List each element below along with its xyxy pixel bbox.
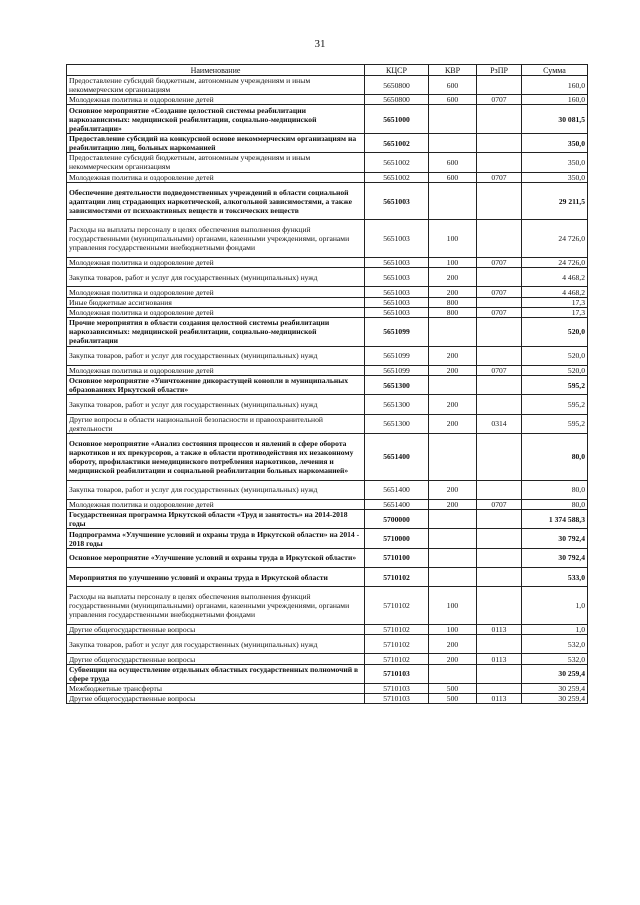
table-row xyxy=(67,568,588,587)
cell-sum: 30 259,4 xyxy=(522,664,588,683)
cell-rzpr xyxy=(477,664,522,683)
cell-sum: 160,0 xyxy=(522,76,588,95)
table-row xyxy=(67,510,588,529)
cell-rzpr: 0707 xyxy=(477,287,522,297)
header-rzpr: РзПР xyxy=(477,65,522,76)
cell-sum: 160,0 xyxy=(522,95,588,105)
cell-kvr: 100 xyxy=(429,587,477,625)
table-row xyxy=(67,635,588,654)
cell-kcsr: 5710102 xyxy=(365,587,429,625)
cell-kcsr: 5700000 xyxy=(365,510,429,529)
cell-kvr: 200 xyxy=(429,268,477,287)
table-row xyxy=(67,499,588,509)
cell-kvr: 200 xyxy=(429,654,477,664)
cell-kcsr: 5651003 xyxy=(365,220,429,258)
cell-kvr: 600 xyxy=(429,95,477,105)
table-row xyxy=(67,257,588,267)
table-row xyxy=(67,664,588,683)
cell-name: Закупка товаров, работ и услуг для государственных (муниципальных) нужд xyxy=(67,346,365,365)
cell-rzpr xyxy=(477,268,522,287)
cell-kvr xyxy=(429,568,477,587)
cell-kvr: 600 xyxy=(429,172,477,182)
cell-kvr: 200 xyxy=(429,499,477,509)
cell-kvr xyxy=(429,133,477,152)
cell-name: Молодежная политика и оздоровление детей xyxy=(67,257,365,267)
cell-sum: 595,2 xyxy=(522,375,588,394)
cell-rzpr xyxy=(477,133,522,152)
cell-sum: 29 211,5 xyxy=(522,182,588,220)
table-row xyxy=(67,182,588,220)
cell-kvr xyxy=(429,182,477,220)
cell-name: Молодежная политика и оздоровление детей xyxy=(67,287,365,297)
cell-kvr xyxy=(429,318,477,347)
table-row xyxy=(67,624,588,634)
cell-kvr: 500 xyxy=(429,683,477,693)
table-row xyxy=(67,395,588,414)
cell-name: Подпрограмма «Улучшение условий и охраны труда в Иркутской области» на 2014 - 2018 годы xyxy=(67,529,365,548)
cell-name: Обеспечение деятельности подведомственных учреждений в области социальной адаптации лиц страдающих наркотической, алкогольной зависимостями, а также зависимостями от психоактивных веществ и токсических веществ xyxy=(67,182,365,220)
cell-rzpr xyxy=(477,105,522,134)
cell-kvr xyxy=(429,529,477,548)
cell-name: Предоставление субсидий бюджетным, автономным учреждениям и иным некоммерческим организациям xyxy=(67,153,365,172)
cell-kcsr: 5710102 xyxy=(365,635,429,654)
cell-rzpr xyxy=(477,395,522,414)
table-row xyxy=(67,414,588,433)
cell-rzpr xyxy=(477,635,522,654)
cell-name: Закупка товаров, работ и услуг для государственных (муниципальных) нужд xyxy=(67,635,365,654)
table-row xyxy=(67,375,588,394)
cell-kcsr: 5651300 xyxy=(365,414,429,433)
cell-kvr: 200 xyxy=(429,287,477,297)
cell-rzpr: 0707 xyxy=(477,172,522,182)
cell-kcsr: 5651003 xyxy=(365,307,429,317)
header-name: Наименование xyxy=(67,65,365,76)
table-row xyxy=(67,76,588,95)
table-row xyxy=(67,346,588,365)
cell-kvr: 200 xyxy=(429,480,477,499)
cell-name: Мероприятия по улучшению условий и охраны труда в Иркутской области xyxy=(67,568,365,587)
cell-kcsr: 5650800 xyxy=(365,95,429,105)
cell-kcsr: 5651003 xyxy=(365,287,429,297)
cell-name: Молодежная политика и оздоровление детей xyxy=(67,307,365,317)
cell-name: Расходы на выплаты персоналу в целях обеспечения выполнения функций государственными (муниципальными) органами, казенными учреждениями, органами управления государственными внебюджетными фондами xyxy=(67,587,365,625)
table-row xyxy=(67,287,588,297)
cell-name: Основное мероприятие «Анализ состояния процессов и явлений в сфере оборота наркотиков и их прекурсоров, а также в области противодействия их незаконному обороту, профилактики немедицинского потребления наркотиков, лечения и медицинской реабилитации и социальной реабилитации больных наркоманией» xyxy=(67,433,365,480)
cell-sum: 17,3 xyxy=(522,297,588,307)
cell-sum: 4 468,2 xyxy=(522,287,588,297)
cell-name: Другие вопросы в области национальной безопасности и правоохранительной деятельности xyxy=(67,414,365,433)
cell-sum: 24 726,0 xyxy=(522,220,588,258)
cell-kvr: 800 xyxy=(429,307,477,317)
cell-sum: 1,0 xyxy=(522,587,588,625)
cell-sum: 350,0 xyxy=(522,172,588,182)
cell-name: Закупка товаров, работ и услуг для государственных (муниципальных) нужд xyxy=(67,480,365,499)
cell-kcsr: 5710103 xyxy=(365,694,429,704)
cell-sum: 533,0 xyxy=(522,568,588,587)
cell-rzpr xyxy=(477,683,522,693)
cell-kcsr: 5651002 xyxy=(365,172,429,182)
cell-kcsr: 5651002 xyxy=(365,133,429,152)
cell-kcsr: 5651099 xyxy=(365,365,429,375)
cell-kcsr: 5651400 xyxy=(365,499,429,509)
cell-sum: 1,0 xyxy=(522,624,588,634)
cell-kcsr: 5710102 xyxy=(365,654,429,664)
cell-kvr: 600 xyxy=(429,153,477,172)
table-body xyxy=(67,76,588,704)
table-row xyxy=(67,548,588,567)
cell-name: Предоставление субсидий на конкурсной основе некоммерческим организациям на реабилитацию лиц, больных наркоманией xyxy=(67,133,365,152)
table-row xyxy=(67,529,588,548)
cell-kvr: 200 xyxy=(429,346,477,365)
cell-kcsr: 5651400 xyxy=(365,433,429,480)
cell-kcsr: 5651003 xyxy=(365,257,429,267)
cell-kcsr: 5710100 xyxy=(365,548,429,567)
cell-sum: 595,2 xyxy=(522,414,588,433)
cell-sum: 1 374 588,3 xyxy=(522,510,588,529)
table-header-row xyxy=(67,65,588,76)
cell-sum: 532,0 xyxy=(522,635,588,654)
cell-name: Основное мероприятие «Улучшение условий и охраны труда в Иркутской области» xyxy=(67,548,365,567)
table-row xyxy=(67,654,588,664)
cell-name: Молодежная политика и оздоровление детей xyxy=(67,499,365,509)
budget-table xyxy=(66,64,588,704)
cell-rzpr xyxy=(477,297,522,307)
cell-sum: 17,3 xyxy=(522,307,588,317)
cell-kvr: 100 xyxy=(429,624,477,634)
cell-kvr: 100 xyxy=(429,257,477,267)
cell-sum: 80,0 xyxy=(522,499,588,509)
cell-rzpr xyxy=(477,433,522,480)
table-row xyxy=(67,480,588,499)
cell-name: Другие общегосударственные вопросы xyxy=(67,694,365,704)
table-row xyxy=(67,153,588,172)
cell-rzpr xyxy=(477,480,522,499)
cell-kcsr: 5651300 xyxy=(365,395,429,414)
cell-kcsr: 5651000 xyxy=(365,105,429,134)
cell-sum: 80,0 xyxy=(522,433,588,480)
table-row xyxy=(67,297,588,307)
cell-rzpr xyxy=(477,220,522,258)
cell-sum: 30 259,4 xyxy=(522,683,588,693)
cell-name: Государственная программа Иркутской области «Труд и занятость» на 2014-2018 годы xyxy=(67,510,365,529)
header-kcsr: КЦСР xyxy=(365,65,429,76)
cell-kcsr: 5651002 xyxy=(365,153,429,172)
table-row xyxy=(67,172,588,182)
cell-kvr: 600 xyxy=(429,76,477,95)
cell-sum: 30 259,4 xyxy=(522,694,588,704)
cell-sum: 80,0 xyxy=(522,480,588,499)
table-row xyxy=(67,365,588,375)
table-row xyxy=(67,587,588,625)
cell-kvr xyxy=(429,433,477,480)
cell-sum: 350,0 xyxy=(522,153,588,172)
cell-kvr xyxy=(429,664,477,683)
table-row xyxy=(67,220,588,258)
cell-kcsr: 5651300 xyxy=(365,375,429,394)
cell-kvr: 200 xyxy=(429,395,477,414)
header-kvr: КВР xyxy=(429,65,477,76)
cell-rzpr: 0707 xyxy=(477,95,522,105)
cell-kvr xyxy=(429,375,477,394)
cell-kvr: 100 xyxy=(429,220,477,258)
cell-rzpr xyxy=(477,182,522,220)
cell-kvr: 200 xyxy=(429,365,477,375)
cell-name: Основное мероприятие «Создание целостной системы реабилитации наркозависимых: медицинской реабилитации, социально-медицинской реабилитации» xyxy=(67,105,365,134)
table-row xyxy=(67,268,588,287)
cell-name: Молодежная политика и оздоровление детей xyxy=(67,172,365,182)
cell-kcsr: 5651099 xyxy=(365,346,429,365)
cell-rzpr xyxy=(477,568,522,587)
cell-name: Молодежная политика и оздоровление детей xyxy=(67,365,365,375)
cell-name: Субвенции на осуществление отдельных областных государственных полномочий в сфере труда xyxy=(67,664,365,683)
cell-rzpr xyxy=(477,346,522,365)
cell-name: Предоставление субсидий бюджетным, автономным учреждениям и иным некоммерческим организациям xyxy=(67,76,365,95)
table-row xyxy=(67,433,588,480)
cell-kcsr: 5651003 xyxy=(365,297,429,307)
cell-sum: 595,2 xyxy=(522,395,588,414)
cell-rzpr xyxy=(477,529,522,548)
cell-rzpr: 0113 xyxy=(477,654,522,664)
table-row xyxy=(67,683,588,693)
cell-name: Межбюджетные трансферты xyxy=(67,683,365,693)
cell-name: Другие общегосударственные вопросы xyxy=(67,654,365,664)
header-sum: Сумма xyxy=(522,65,588,76)
cell-rzpr xyxy=(477,153,522,172)
table-row xyxy=(67,105,588,134)
cell-sum: 30 792,4 xyxy=(522,548,588,567)
cell-kcsr: 5710102 xyxy=(365,624,429,634)
cell-kvr: 800 xyxy=(429,297,477,307)
cell-kcsr: 5710103 xyxy=(365,664,429,683)
cell-rzpr xyxy=(477,318,522,347)
cell-kcsr: 5651003 xyxy=(365,182,429,220)
cell-kcsr: 5710103 xyxy=(365,683,429,693)
cell-sum: 520,0 xyxy=(522,318,588,347)
cell-kvr xyxy=(429,105,477,134)
cell-rzpr xyxy=(477,548,522,567)
cell-rzpr: 0707 xyxy=(477,257,522,267)
cell-sum: 520,0 xyxy=(522,346,588,365)
table-row xyxy=(67,307,588,317)
cell-kcsr: 5651003 xyxy=(365,268,429,287)
cell-name: Основное мероприятие «Уничтожение дикорастущей конопли в муниципальных образованиях Иркутской области» xyxy=(67,375,365,394)
cell-name: Закупка товаров, работ и услуг для государственных (муниципальных) нужд xyxy=(67,395,365,414)
cell-rzpr: 0707 xyxy=(477,307,522,317)
table-row xyxy=(67,133,588,152)
cell-rzpr xyxy=(477,510,522,529)
cell-rzpr xyxy=(477,375,522,394)
cell-rzpr: 0314 xyxy=(477,414,522,433)
cell-name: Расходы на выплаты персоналу в целях обеспечения выполнения функций государственными (муниципальными) органами, казенными учреждениями, органами управления государственными внебюджетными фондами xyxy=(67,220,365,258)
cell-rzpr xyxy=(477,587,522,625)
cell-kvr: 200 xyxy=(429,414,477,433)
cell-rzpr: 0707 xyxy=(477,499,522,509)
cell-kvr xyxy=(429,510,477,529)
table-row xyxy=(67,95,588,105)
cell-kvr: 200 xyxy=(429,635,477,654)
cell-sum: 4 468,2 xyxy=(522,268,588,287)
cell-rzpr xyxy=(477,76,522,95)
cell-kcsr: 5651400 xyxy=(365,480,429,499)
cell-kcsr: 5650800 xyxy=(365,76,429,95)
cell-kcsr: 5710102 xyxy=(365,568,429,587)
cell-kcsr: 5710000 xyxy=(365,529,429,548)
table-row xyxy=(67,318,588,347)
page-number: 31 xyxy=(314,38,326,50)
cell-kcsr: 5651099 xyxy=(365,318,429,347)
cell-name: Молодежная политика и оздоровление детей xyxy=(67,95,365,105)
table-row xyxy=(67,694,588,704)
cell-sum: 30 792,4 xyxy=(522,529,588,548)
cell-name: Другие общегосударственные вопросы xyxy=(67,624,365,634)
cell-rzpr: 0113 xyxy=(477,694,522,704)
cell-kvr xyxy=(429,548,477,567)
cell-name: Прочие мероприятия в области создания целостной системы реабилитации наркозависимых: медицинской реабилитации, социально-медицинской реабилитации xyxy=(67,318,365,347)
cell-name: Иные бюджетные ассигнования xyxy=(67,297,365,307)
cell-sum: 532,0 xyxy=(522,654,588,664)
cell-rzpr: 0707 xyxy=(477,365,522,375)
cell-name: Закупка товаров, работ и услуг для государственных (муниципальных) нужд xyxy=(67,268,365,287)
cell-sum: 24 726,0 xyxy=(522,257,588,267)
cell-rzpr: 0113 xyxy=(477,624,522,634)
cell-kvr: 500 xyxy=(429,694,477,704)
cell-sum: 350,0 xyxy=(522,133,588,152)
cell-sum: 30 081,5 xyxy=(522,105,588,134)
cell-sum: 520,0 xyxy=(522,365,588,375)
